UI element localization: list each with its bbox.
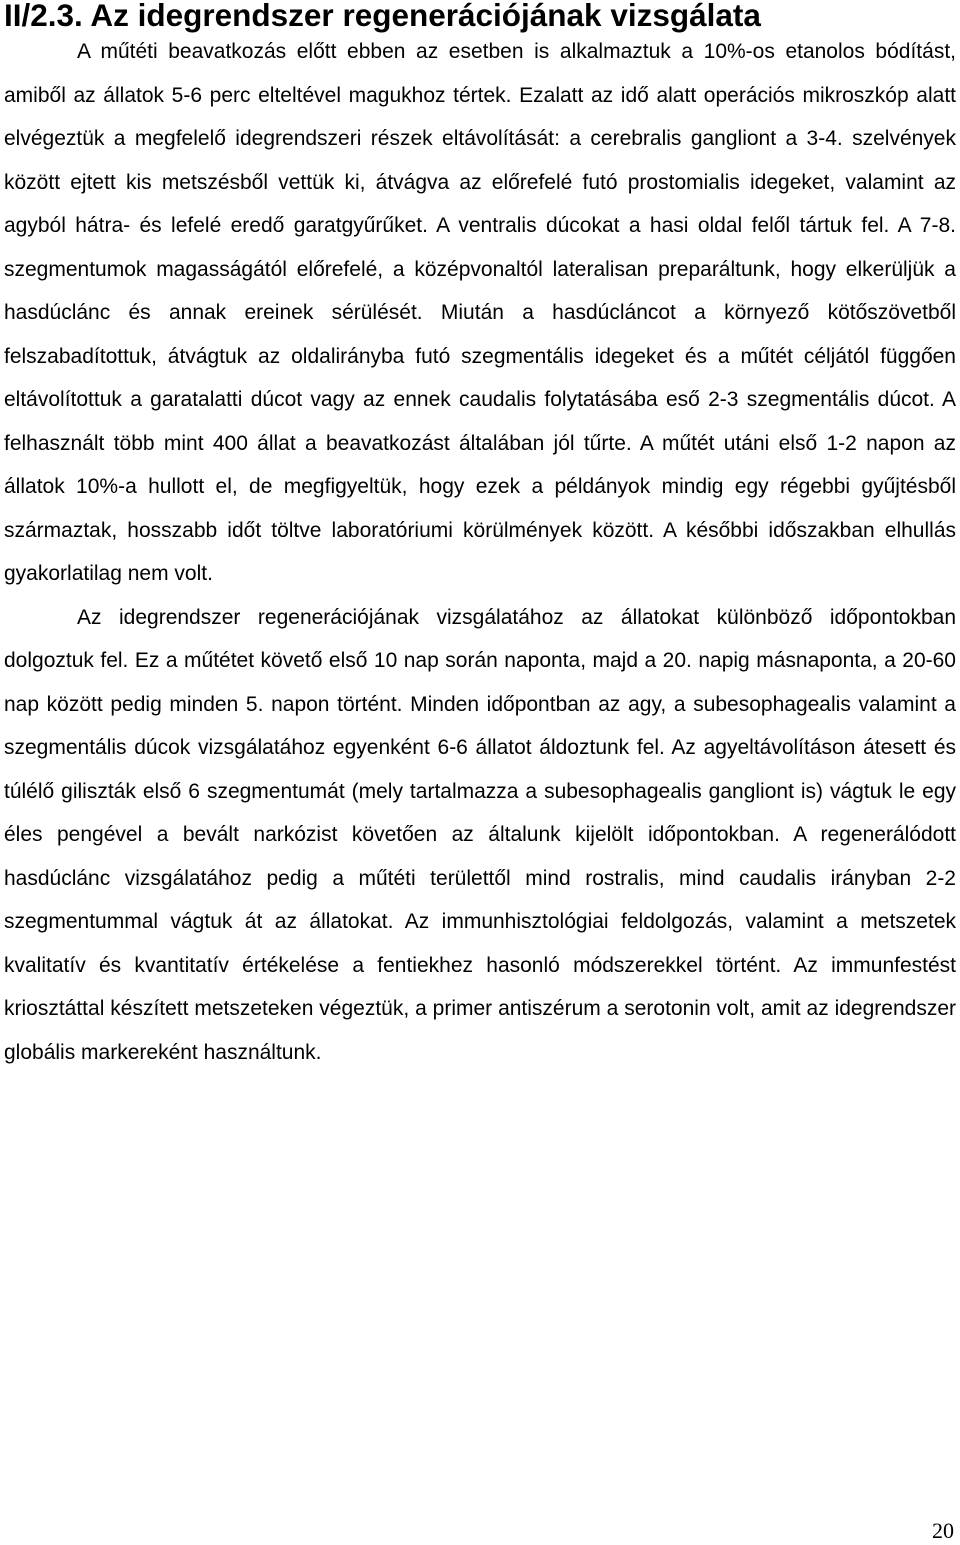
- section-heading: II/2.3. Az idegrendszer regenerációjának vizsgálata: [4, 0, 761, 33]
- page-number: 20: [932, 1518, 954, 1543]
- document-page: [4, 0, 956, 1074]
- paragraph-regeneration-study: Az idegrendszer regenerációjának vizsgálatához az állatokat különböző időpontokban dolgoztuk fel. Ez a műtétet követő első 10 nap során naponta, majd a 20. napig másnaponta, a 20-60 nap között pedig minden 5. napon történt. Minden időpontban az agy, a subesophagealis valamint a szegmentális dúcok vizsgálatához egyenként 6-6 állatot áldoztunk fel. Az agyeltávolításon átesett és túlélő giliszták első 6 szegmentumát (mely tartalmazza a subesophagealis gangliont is) vágtuk le egy éles pengével a bevált narkózist követően az általunk kijelölt időpontokban. A regenerálódott hasdúclánc vizsgálatához pedig a műtéti területtől mind rostralis, mind caudalis irányban 2-2 szegmentummal vágtuk át az állatokat. Az immunhisztológiai feldolgozás, valamint a metszetek kvalitatív és kvantitatív értékelése a fentiekhez hasonló módszerekkel történt. Az immunfestést kriosztáttal készített metszeteken végeztük, a primer antiszérum a serotonin volt, amit az idegrendszer globális markereként használtunk.: [4, 605, 956, 1064]
- paragraph-surgery-method: A műtéti beavatkozás előtt ebben az esetben is alkalmaztuk a 10%-os etanolos bódítást, amiből az állatok 5-6 perc elteltével magukhoz tértek. Ezalatt az idő alatt operációs mikroszkóp alatt elvégeztük a megfelelő idegrendszeri részek eltávolítását: a cerebralis gangliont a 3-4. szelvények között ejtett kis metszésből vettük ki, átvágva az előrefelé futó prostomialis idegeket, valamint az agyból hátra- és lefelé eredő garatgyűrűket. A ventralis dúcokat a hasi oldal felől tártuk fel. A 7-8. szegmentumok magasságától előrefelé, a középvonaltól lateralisan preparáltunk, hogy elkerüljük a hasdúclánc és annak ereinek sérülését. Miután a hasdúcláncot a környező kötőszövetből felszabadítottuk, átvágtuk az oldalirányba futó szegmentális idegeket és a műtét céljától függően eltávolítottuk a garatalatti dúcot vagy az ennek caudalis folytatásába eső 2-3 szegmentális dúcot. A felhasznált több mint 400 állat a beavatkozást általában jól tűrte. A műtét utáni első 1-2 napon az állatok 10%-a hullott el, de megfigyeltük, hogy ezek a példányok mindig egy régebbi gyűjtésből származtak, hosszabb időt töltve laboratóriumi körülmények között. A későbbi időszakban elhullás gyakorlatilag nem volt.: [4, 40, 956, 585]
